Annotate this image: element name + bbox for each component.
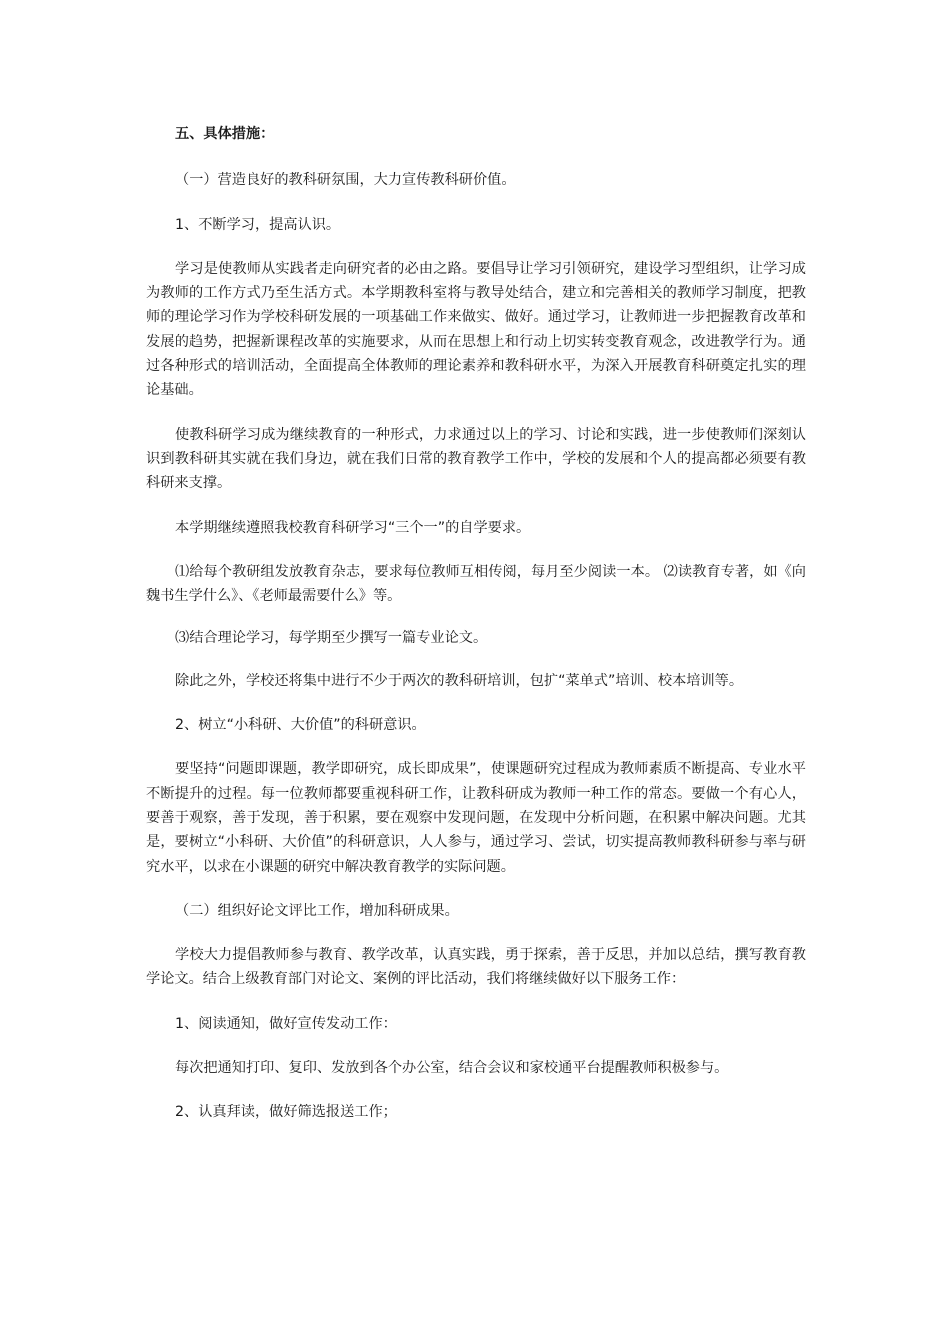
body-paragraph: 除此之外，学校还将集中进行不少于两次的教科研培训，包扩“菜单式”培训、校本培训等。 xyxy=(175,672,744,689)
item-heading-1: 1、不断学习，提高认识。 xyxy=(175,216,341,233)
document-body xyxy=(146,122,806,1145)
body-paragraph: 每次把通知打印、复印、发放到各个办公室，结合会议和家校通平台提醒教师积极参与。 xyxy=(175,1060,729,1077)
body-paragraph: 本学期继续遵照我校教育科研学习“三个一”的自学要求。 xyxy=(175,519,531,536)
body-paragraph: 学校大力提倡教师参与教育、教学改革，认真实践，勇于探索，善于反思，并加以总结，撰写教育教学论文。结合上级教育部门对论文、案例的评比活动，我们将继续做好以下服务工作： xyxy=(146,947,806,988)
body-paragraph: 要坚持“问题即课题，教学即研究，成长即成果”，使课题研究过程成为教师素质不断提高、专业水平不断提升的过程。每一位教师都要重视科研工作，让教科研成为教师一种工作的常态。要做一个有心人，要善于观察，善于发现，善于积累，要在观察中发现问题，在发现中分析问题，在积累中解决问题。尤其是，要树立“小科研、大价值”的科研意识，人人参与，通过学习、尝试，切实提高教师教科研参与率与研究水平，以求在小课题的研究中解决教育教学的实际问题。 xyxy=(146,761,806,875)
body-paragraph: 学习是使教师从实践者走向研究者的必由之路。要倡导让学习引领研究，建设学习型组织，让学习成为教师的工作方式乃至生活方式。本学期教科室将与教导处结合，建立和完善相关的教师学习制度，把教师的理论学习作为学校科研发展的一项基础工作来做实、做好。通过学习，让教师进一步把握教育改革和发展的趋势，把握新课程改革的实施要求，从而在思想上和行动上切实转变教育观念，改进教学行为。通过各种形式的培训活动，全面提高全体教师的理论素养和教科研水平，为深入开展教育科研奠定扎实的理论基础。 xyxy=(146,260,806,399)
subsection-heading-2: （二）组织好论文评比工作，增加科研成果。 xyxy=(175,902,459,919)
item-heading-4: 2、认真拜读，做好筛选报送工作； xyxy=(175,1104,397,1121)
section-heading: 五、具体措施： xyxy=(175,126,275,142)
list-paragraph: ⑶结合理论学习，每学期至少撰写一篇专业论文。 xyxy=(175,630,488,647)
item-heading-2: 2、树立“小科研、大价值”的科研意识。 xyxy=(175,717,426,734)
item-heading-3: 1、阅读通知，做好宣传发动工作： xyxy=(175,1015,397,1032)
list-paragraph: ⑴给每个教研组发放教育杂志，要求每位教师互相传阅，每月至少阅读一本。 ⑵读教育专著，如《向魏书生学什么》、《老师最需要什么》等。 xyxy=(146,563,806,605)
subsection-heading-1: （一）营造良好的教科研氛围，大力宣传教科研价值。 xyxy=(175,172,516,189)
body-paragraph: 使教科研学习成为继续教育的一种形式，力求通过以上的学习、讨论和实践，进一步使教师们深刻认识到教科研其实就在我们身边，就在我们日常的教育教学工作中，学校的发展和个人的提高都必须要有教科研来支撑。 xyxy=(146,426,806,492)
